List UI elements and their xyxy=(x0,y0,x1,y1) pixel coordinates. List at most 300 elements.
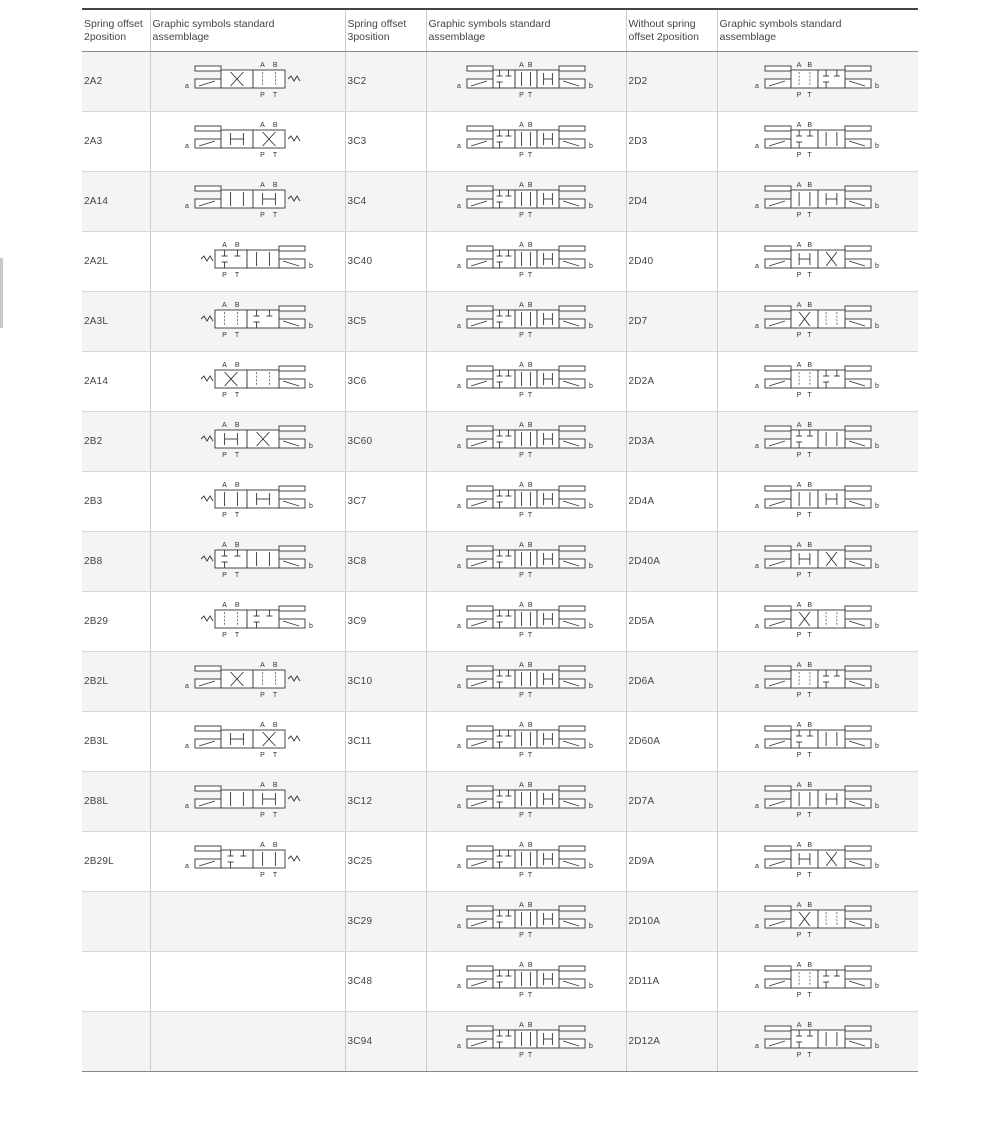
symbol-3c5-label-t: T xyxy=(527,332,533,339)
symbol-3c11-lever-a xyxy=(467,726,493,731)
model-code-cell xyxy=(82,351,150,411)
symbol-3c9-label-p: P xyxy=(519,632,524,639)
symbol-2d4-label-p: P xyxy=(796,212,802,219)
model-code-cell-empty xyxy=(82,1011,150,1071)
symbol-3c6-position-box xyxy=(515,370,537,388)
symbol-2b29l-r13-cell xyxy=(150,831,345,891)
symbol-3c10-label-a: A xyxy=(519,662,524,669)
symbol-3c12-label-b: B xyxy=(527,782,533,789)
symbol-3c40-lever-a xyxy=(467,246,493,251)
symbol-2a3l-r4-spring xyxy=(201,316,213,321)
symbol-2a3l-r4 xyxy=(173,296,323,346)
symbol-2a14-r2-label-p: P xyxy=(259,212,265,219)
symbol-2a2-r0 xyxy=(173,56,323,106)
symbol-2a14-r2-label-a: A xyxy=(259,182,265,189)
symbol-2d4a xyxy=(743,476,893,526)
symbol-3c94-label-a: A xyxy=(519,1022,524,1029)
table-row xyxy=(82,711,918,771)
symbol-3c8-label-t: T xyxy=(527,572,533,579)
symbol-3c60-label-a: a xyxy=(457,443,461,450)
symbol-3c48-position-box xyxy=(493,970,515,988)
symbol-2d7-lever-a xyxy=(765,306,791,311)
model-code-cell xyxy=(82,471,150,531)
symbol-2d6a-label-p: P xyxy=(796,692,802,699)
symbol-2d40a-cell xyxy=(717,531,918,591)
model-code-2d3a: 2D3A xyxy=(628,435,655,447)
symbol-2b29l-r13-label-t: T xyxy=(272,872,277,879)
model-code-cell xyxy=(82,591,150,651)
symbol-3c2-position-box xyxy=(493,70,515,88)
symbol-3c94-lever-a xyxy=(467,1026,493,1031)
symbol-2a2-r0-label-a: a xyxy=(184,83,189,90)
symbol-2a3-r1-label-a: A xyxy=(259,122,265,129)
symbol-2a14-r2-spring xyxy=(288,196,300,201)
model-code-3c6: 3C6 xyxy=(347,375,367,387)
symbol-3c10-position-box xyxy=(515,670,537,688)
model-code-3c7: 3C7 xyxy=(347,495,367,507)
symbol-3c5-position-box xyxy=(493,310,515,328)
symbol-2d9a-lever-b xyxy=(845,846,871,851)
symbol-2d3a-lever-a xyxy=(765,426,791,431)
symbol-cell-empty xyxy=(150,1011,345,1071)
symbol-3c9 xyxy=(451,596,601,646)
symbol-2d10a-label-a: A xyxy=(796,902,802,909)
model-code-cell xyxy=(626,171,717,231)
symbol-3c29-lever-a xyxy=(467,906,493,911)
symbol-2d3a-label-a: A xyxy=(796,422,802,429)
symbol-2d40a-label-t: T xyxy=(807,572,812,579)
symbol-2d4a-label-p: P xyxy=(796,512,802,519)
symbol-3c4 xyxy=(451,176,601,226)
symbol-2b8-r8-lever-b xyxy=(279,546,305,551)
symbol-3c8-lever-a xyxy=(467,546,493,551)
symbol-3c94-label-p: P xyxy=(519,1052,524,1059)
symbol-2d12a-position-box xyxy=(818,1030,845,1048)
model-code-cell xyxy=(82,411,150,471)
model-code-cell xyxy=(82,651,150,711)
symbol-2b29l-r13-label-b: B xyxy=(272,842,278,849)
symbol-2b8l-r12-label-b: B xyxy=(272,782,278,789)
symbol-3c7-label-b: B xyxy=(527,482,533,489)
symbol-2b29l-r13-spring xyxy=(288,856,300,861)
symbol-2b3-r7-lever-b xyxy=(279,486,305,491)
symbol-cell-empty xyxy=(150,891,345,951)
model-code-cell xyxy=(345,411,426,471)
model-code-3c2: 3C2 xyxy=(347,75,367,87)
model-code-2d40a: 2D40A xyxy=(628,555,661,567)
model-code-2d2: 2D2 xyxy=(628,75,648,87)
model-code-cell xyxy=(82,531,150,591)
symbol-3c3-position-box xyxy=(515,130,537,148)
symbol-2d2a-position-box xyxy=(818,370,845,388)
symbol-2a14-r2 xyxy=(173,176,323,226)
symbol-2b8l-r12 xyxy=(173,776,323,826)
symbol-2a14-r5-spring xyxy=(201,376,213,381)
symbol-2d60a-lever-b xyxy=(845,726,871,731)
symbol-2b29l-r13 xyxy=(173,836,323,886)
symbol-3c5-label-a: a xyxy=(457,323,461,330)
symbol-3c8-position-box xyxy=(515,550,537,568)
symbol-2d7-label-t: T xyxy=(807,332,812,339)
table-row xyxy=(82,411,918,471)
model-code-2b29l: 2B29L xyxy=(84,855,114,867)
symbol-2d3-label-t: T xyxy=(807,152,812,159)
symbol-2d6a-label-a: A xyxy=(796,662,802,669)
model-code-3c4: 3C4 xyxy=(347,195,367,207)
symbol-2a14-r5-label-p: P xyxy=(221,392,227,399)
symbol-2b8l-r12-spring xyxy=(288,796,300,801)
symbol-2d4-label-t: T xyxy=(807,212,812,219)
symbol-3c29-label-a: a xyxy=(457,923,461,930)
symbol-3c60-label-b: B xyxy=(527,422,533,429)
symbol-2d9a-label-b: b xyxy=(874,863,879,870)
symbol-3c3-label-a: A xyxy=(519,122,524,129)
symbol-3c9-lever-b xyxy=(559,606,585,611)
symbol-3c25-label-a: A xyxy=(519,842,524,849)
symbol-3c7-lever-a xyxy=(467,486,493,491)
symbol-3c8-label-b: b xyxy=(589,563,593,570)
model-code-2b3: 2B3 xyxy=(84,495,103,507)
symbol-3c9-cell xyxy=(426,591,626,651)
symbol-2b8l-r12-lever-a xyxy=(195,786,221,791)
model-code-cell xyxy=(345,651,426,711)
symbol-2b2-r6-lever-b xyxy=(279,426,305,431)
symbol-2b2l-r10-cell xyxy=(150,651,345,711)
symbol-3c2-label-t: T xyxy=(527,92,533,99)
symbol-3c9-position-box xyxy=(493,610,515,628)
symbol-2d2a-label-a: a xyxy=(754,383,759,390)
model-code-cell xyxy=(82,231,150,291)
symbol-2d5a-label-b: B xyxy=(807,602,812,609)
symbol-2d11a-lever-a xyxy=(765,966,791,971)
symbol-3c3-lever-a xyxy=(467,126,493,131)
symbol-3c7 xyxy=(451,476,601,526)
symbol-2b2l-r10-spring xyxy=(288,676,300,681)
symbol-3c6-label-p: P xyxy=(519,392,524,399)
symbol-3c4-lever-b xyxy=(559,186,585,191)
symbol-3c48-cell xyxy=(426,951,626,1011)
model-code-cell xyxy=(626,531,717,591)
symbol-2b2-r6-cell xyxy=(150,411,345,471)
symbol-2d12a-lever-a xyxy=(765,1026,791,1031)
symbol-2b29l-r13-label-a: A xyxy=(259,842,265,849)
symbol-2d7 xyxy=(743,296,893,346)
symbol-2d5a-position-box xyxy=(818,610,845,628)
symbol-2d5a-label-t: T xyxy=(807,632,812,639)
model-code-2d7: 2D7 xyxy=(628,315,648,327)
symbol-2d40a-label-b: B xyxy=(807,542,812,549)
symbol-3c25-lever-a xyxy=(467,846,493,851)
symbol-2d11a xyxy=(743,956,893,1006)
symbol-2d2a-cell xyxy=(717,351,918,411)
symbol-3c5-cell xyxy=(426,291,626,351)
symbol-3c40-label-a: A xyxy=(519,242,524,249)
symbol-2d2-lever-a xyxy=(765,66,791,71)
symbol-2b29-r9-position-box xyxy=(215,610,247,628)
symbol-2b2l-r10 xyxy=(173,656,323,706)
model-code-2b3l: 2B3L xyxy=(84,735,109,747)
symbol-3c12 xyxy=(451,776,601,826)
model-code-3c12: 3C12 xyxy=(347,795,373,807)
symbol-2a3l-r4-label-b: B xyxy=(234,302,240,309)
symbol-2d4-label-b: b xyxy=(874,203,879,210)
symbol-2d3a-label-a: a xyxy=(754,443,759,450)
symbol-2a2-r0-position-box xyxy=(253,70,285,88)
symbol-2a14-r5-position-box xyxy=(247,370,279,388)
symbol-3c25 xyxy=(451,836,601,886)
symbol-2d5a-label-a: A xyxy=(796,602,802,609)
symbol-2a2l-r3-position-box xyxy=(215,250,247,268)
symbol-2a14-r2-lever-a xyxy=(195,186,221,191)
symbol-2d4a-label-a: A xyxy=(796,482,802,489)
model-code-3c40: 3C40 xyxy=(347,255,373,267)
symbol-2d10a-label-t: T xyxy=(807,932,812,939)
symbol-3c25-label-b: B xyxy=(527,842,533,849)
symbol-2d10a-lever-a xyxy=(765,906,791,911)
symbol-3c11 xyxy=(451,716,601,766)
symbol-2a2-r0-label-p: P xyxy=(259,92,265,99)
symbol-2a3-r1-label-b: B xyxy=(272,122,278,129)
symbol-3c4-position-box xyxy=(493,190,515,208)
symbol-2d3-position-box xyxy=(791,130,818,148)
symbol-2b2-r6-label-b: b xyxy=(308,443,313,450)
symbol-2b8-r8 xyxy=(173,536,323,586)
symbol-2a3l-r4-position-box xyxy=(215,310,247,328)
model-code-2d10a: 2D10A xyxy=(628,915,661,927)
symbol-cell-empty xyxy=(150,951,345,1011)
symbol-3c10-lever-b xyxy=(559,666,585,671)
symbol-3c9-label-a: a xyxy=(457,623,461,630)
table-row xyxy=(82,1011,918,1071)
model-code-cell xyxy=(626,591,717,651)
symbol-3c4-label-p: P xyxy=(519,212,524,219)
symbol-3c40-label-a: a xyxy=(457,263,461,270)
symbol-2d40a-label-a: A xyxy=(796,542,802,549)
symbol-2d7a-label-a: A xyxy=(796,782,802,789)
symbol-3c10 xyxy=(451,656,601,706)
model-code-cell xyxy=(626,351,717,411)
symbol-3c29-position-box xyxy=(515,910,537,928)
header-spring-offset-3position: Spring offset 3position xyxy=(345,9,426,51)
symbol-2d6a xyxy=(743,656,893,706)
symbol-2d4a-lever-a xyxy=(765,486,791,491)
symbol-2d10a-position-box xyxy=(818,910,845,928)
symbol-2b3l-r11-label-b: B xyxy=(272,722,278,729)
symbol-3c48 xyxy=(451,956,601,1006)
symbol-2d12a-lever-b xyxy=(845,1026,871,1031)
symbol-2b3l-r11-label-a: a xyxy=(184,743,189,750)
symbol-3c40-label-b: B xyxy=(527,242,533,249)
symbol-3c4-label-a: a xyxy=(457,203,461,210)
symbol-3c5-label-p: P xyxy=(519,332,524,339)
symbol-2b2l-r10-label-a: a xyxy=(184,683,189,690)
symbol-2a2l-r3-cell xyxy=(150,231,345,291)
symbol-2d2a-label-p: P xyxy=(796,392,802,399)
model-code-2d2a: 2D2A xyxy=(628,375,655,387)
symbol-2a3-r1-label-p: P xyxy=(259,152,265,159)
symbol-2b3l-r11-cell xyxy=(150,711,345,771)
model-code-2d12a: 2D12A xyxy=(628,1035,661,1047)
model-code-cell xyxy=(82,711,150,771)
symbol-3c40-label-p: P xyxy=(519,272,524,279)
symbol-2d40a-lever-b xyxy=(845,546,871,551)
symbol-2d2 xyxy=(743,56,893,106)
symbol-2d5a-label-a: a xyxy=(754,623,759,630)
table-row xyxy=(82,231,918,291)
symbol-3c7-cell xyxy=(426,471,626,531)
symbol-2d7a-label-t: T xyxy=(807,812,812,819)
symbol-2b3-r7-cell xyxy=(150,471,345,531)
symbol-3c5-label-a: A xyxy=(519,302,524,309)
symbol-2d40-label-a: a xyxy=(754,263,759,270)
symbol-3c48-lever-a xyxy=(467,966,493,971)
symbol-2d2a-label-a: A xyxy=(796,362,802,369)
table-row xyxy=(82,591,918,651)
symbol-2d3-cell xyxy=(717,111,918,171)
model-code-3c48: 3C48 xyxy=(347,975,373,987)
symbol-2d40a-lever-a xyxy=(765,546,791,551)
symbol-2b3-r7-label-t: T xyxy=(234,512,239,519)
model-code-cell xyxy=(626,231,717,291)
symbol-2d7-position-box xyxy=(818,310,845,328)
symbol-2b3-r7-spring xyxy=(201,496,213,501)
model-code-2b2l: 2B2L xyxy=(84,675,109,687)
symbol-2d4-lever-a xyxy=(765,186,791,191)
symbol-2d10a xyxy=(743,896,893,946)
header-graphic-symbols-2position: Graphic symbols standard assemblage xyxy=(150,9,345,51)
symbol-2d7a-lever-b xyxy=(845,786,871,791)
symbol-2b3-r7-position-box xyxy=(215,490,247,508)
symbol-3c7-position-box xyxy=(493,490,515,508)
symbol-2d60a xyxy=(743,716,893,766)
symbol-2b29l-r13-label-p: P xyxy=(259,872,265,879)
symbol-3c9-label-a: A xyxy=(519,602,524,609)
symbol-3c60-label-t: T xyxy=(527,452,533,459)
symbol-2b3l-r11-lever-a xyxy=(195,726,221,731)
symbol-3c7-label-p: P xyxy=(519,512,524,519)
table-row xyxy=(82,531,918,591)
model-code-2d6a: 2D6A xyxy=(628,675,655,687)
symbol-3c4-label-b: B xyxy=(527,182,533,189)
symbol-2b2l-r10-label-t: T xyxy=(272,692,277,699)
symbol-3c94-label-b: b xyxy=(589,1043,593,1050)
symbol-2d4-label-a: A xyxy=(796,182,802,189)
symbol-3c4-position-box xyxy=(515,190,537,208)
symbol-2d40a-label-p: P xyxy=(796,572,802,579)
header-row xyxy=(82,9,918,51)
symbol-3c40 xyxy=(451,236,601,286)
symbol-2a3-r1-lever-a xyxy=(195,126,221,131)
symbol-2a2-r0-spring xyxy=(288,76,300,81)
model-code-3c11: 3C11 xyxy=(347,735,372,747)
symbol-2d11a-cell xyxy=(717,951,918,1011)
symbol-3c60-cell xyxy=(426,411,626,471)
symbol-3c25-label-p: P xyxy=(519,872,524,879)
symbol-2d6a-label-b: b xyxy=(874,683,879,690)
symbol-2a3l-r4-label-p: P xyxy=(221,332,227,339)
symbol-2d40-lever-b xyxy=(845,246,871,251)
symbol-2b29-r9 xyxy=(173,596,323,646)
symbol-3c3-label-a: a xyxy=(457,143,461,150)
symbol-3c11-cell xyxy=(426,711,626,771)
symbol-2a2-r0-label-a: A xyxy=(259,62,265,69)
symbol-3c7-lever-b xyxy=(559,486,585,491)
symbol-2d11a-lever-b xyxy=(845,966,871,971)
symbol-2b8-r8-label-t: T xyxy=(234,572,239,579)
symbol-2d6a-label-t: T xyxy=(807,692,812,699)
table-row xyxy=(82,891,918,951)
symbol-2d3-label-a: A xyxy=(796,122,802,129)
model-code-cell xyxy=(82,171,150,231)
symbol-3c3-position-box xyxy=(493,130,515,148)
symbol-3c94-label-a: a xyxy=(457,1043,461,1050)
symbol-2b2-r6-label-p: P xyxy=(221,452,227,459)
symbol-2d5a-cell xyxy=(717,591,918,651)
symbol-3c6-cell xyxy=(426,351,626,411)
symbol-3c12-lever-a xyxy=(467,786,493,791)
symbol-2d10a-label-b: B xyxy=(807,902,812,909)
symbol-2b2l-r10-label-b: B xyxy=(272,662,278,669)
symbol-3c2-label-a: A xyxy=(519,62,524,69)
symbol-2a2l-r3-label-t: T xyxy=(234,272,239,279)
model-code-2d9a: 2D9A xyxy=(628,855,655,867)
symbol-2d4a-label-a: a xyxy=(754,503,759,510)
symbol-3c5-lever-a xyxy=(467,306,493,311)
symbol-3c7-label-t: T xyxy=(527,512,533,519)
symbol-3c40-label-t: T xyxy=(527,272,533,279)
symbol-3c25-position-box xyxy=(515,850,537,868)
symbol-3c2 xyxy=(451,56,601,106)
symbol-3c10-label-a: a xyxy=(457,683,461,690)
symbol-2a14-r2-label-a: a xyxy=(184,203,189,210)
symbol-2b2-r6-label-a: A xyxy=(221,422,227,429)
table-row xyxy=(82,471,918,531)
symbol-3c4-label-t: T xyxy=(527,212,533,219)
table-row xyxy=(82,171,918,231)
symbol-2d40a-label-a: a xyxy=(754,563,759,570)
symbol-3c29-label-t: T xyxy=(527,932,533,939)
symbol-3c6 xyxy=(451,356,601,406)
model-code-cell xyxy=(626,471,717,531)
symbol-2b29l-r13-lever-a xyxy=(195,846,221,851)
symbol-2d4-cell xyxy=(717,171,918,231)
symbol-2b2l-r10-label-p: P xyxy=(259,692,265,699)
symbol-3c11-label-p: P xyxy=(519,752,524,759)
symbol-2d3 xyxy=(743,116,893,166)
symbol-2a2l-r3-position-box xyxy=(247,250,279,268)
symbol-2b3l-r11-label-t: T xyxy=(272,752,277,759)
symbol-2a14-r5-lever-b xyxy=(279,366,305,371)
symbol-2d5a-label-p: P xyxy=(796,632,802,639)
model-code-cell xyxy=(82,51,150,111)
symbol-3c3-label-b: B xyxy=(527,122,533,129)
symbol-2a14-r2-label-b: B xyxy=(272,182,278,189)
symbol-2b29-r9-label-b: b xyxy=(308,623,313,630)
symbol-2d12a-label-t: T xyxy=(807,1052,812,1059)
model-code-cell-empty xyxy=(82,891,150,951)
model-code-cell xyxy=(626,291,717,351)
symbol-2d2a-label-b: B xyxy=(807,362,812,369)
symbol-3c48-label-b: b xyxy=(589,983,593,990)
table-row xyxy=(82,771,918,831)
symbol-2d60a-label-b: B xyxy=(807,722,812,729)
symbol-2a2l-r3-spring xyxy=(201,256,213,261)
symbol-2d40-label-p: P xyxy=(796,272,802,279)
table-body xyxy=(82,51,918,1071)
symbol-2a2l-r3-label-a: A xyxy=(221,242,227,249)
symbol-3c94-label-b: B xyxy=(527,1022,533,1029)
symbol-2a3l-r4-position-box xyxy=(247,310,279,328)
